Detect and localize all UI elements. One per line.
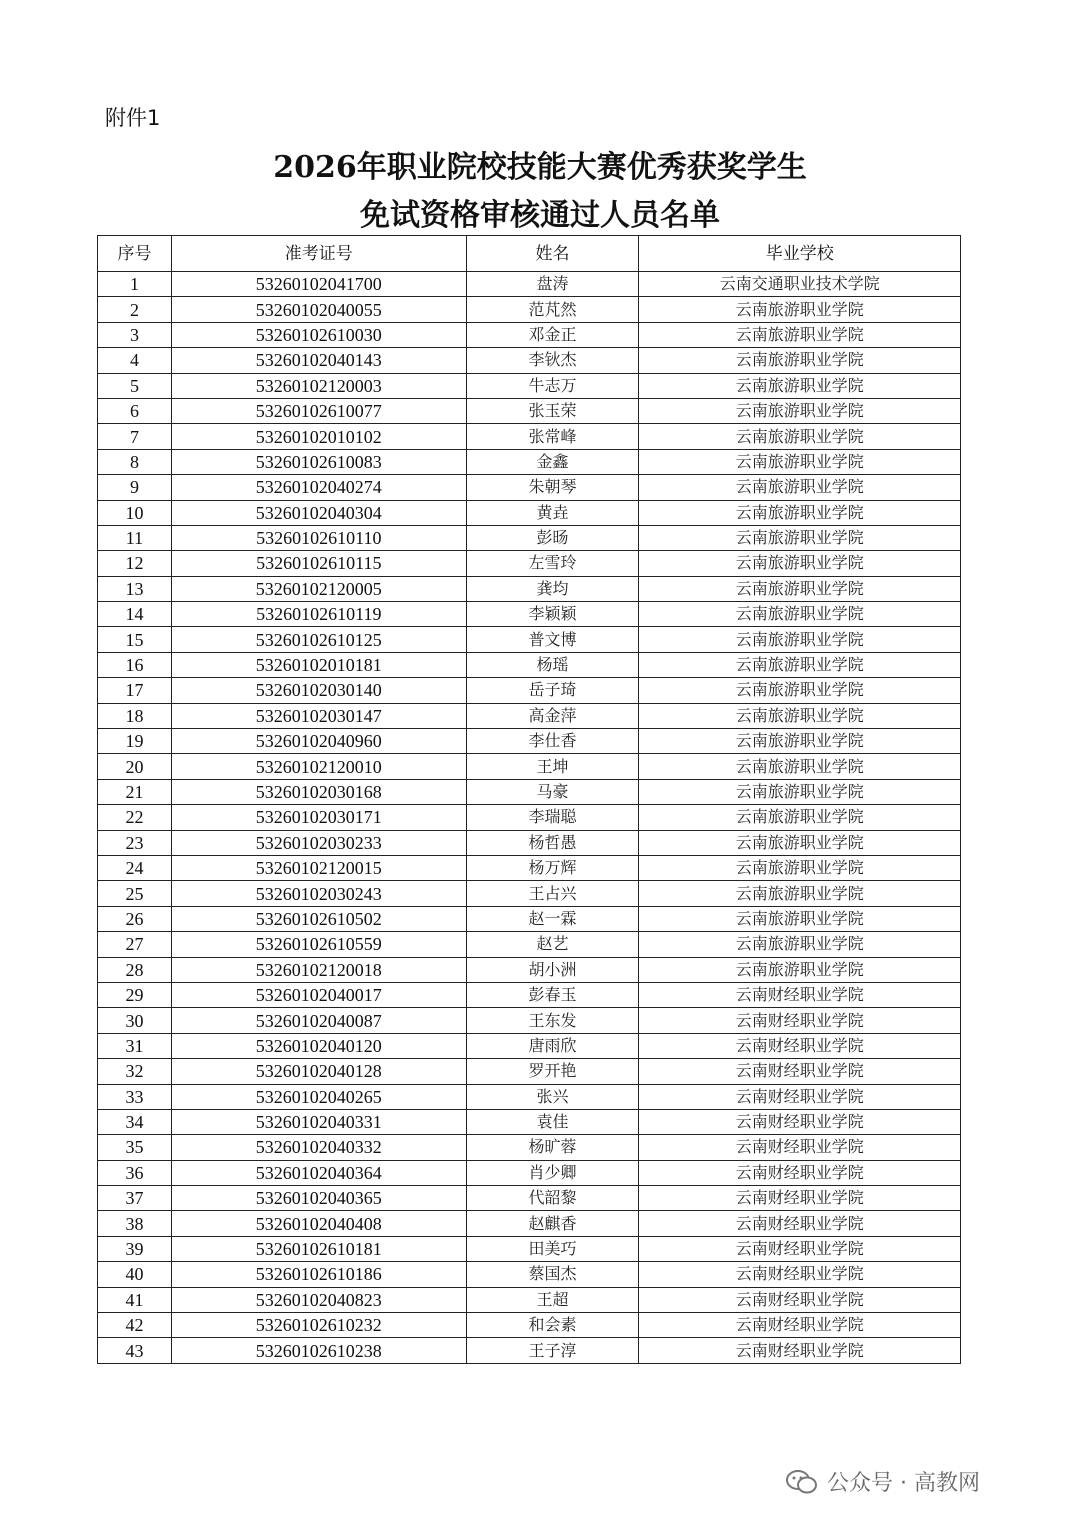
row-index: 27 bbox=[98, 932, 172, 957]
school: 云南旅游职业学院 bbox=[639, 703, 961, 728]
school: 云南旅游职业学院 bbox=[639, 932, 961, 957]
student-name: 彭春玉 bbox=[466, 982, 639, 1007]
exam-id: 53260102040304 bbox=[171, 500, 466, 525]
row-index: 3 bbox=[98, 322, 172, 347]
row-index: 43 bbox=[98, 1338, 172, 1363]
exam-id: 53260102040365 bbox=[171, 1186, 466, 1211]
exam-id: 53260102610232 bbox=[171, 1313, 466, 1338]
header-index: 序号 bbox=[98, 236, 172, 272]
exam-id: 53260102040332 bbox=[171, 1135, 466, 1160]
exam-id: 53260102120010 bbox=[171, 754, 466, 779]
student-name: 黄垚 bbox=[466, 500, 639, 525]
row-index: 30 bbox=[98, 1008, 172, 1033]
table-row bbox=[98, 1008, 961, 1033]
row-index: 5 bbox=[98, 373, 172, 398]
student-name: 高金萍 bbox=[466, 703, 639, 728]
exam-id: 53260102030147 bbox=[171, 703, 466, 728]
exam-id: 53260102040017 bbox=[171, 982, 466, 1007]
exam-id: 53260102610083 bbox=[171, 449, 466, 474]
exam-id: 53260102120015 bbox=[171, 855, 466, 880]
school: 云南旅游职业学院 bbox=[639, 576, 961, 601]
table-row bbox=[98, 881, 961, 906]
school: 云南旅游职业学院 bbox=[639, 297, 961, 322]
exam-id: 53260102030233 bbox=[171, 830, 466, 855]
table-row bbox=[98, 1287, 961, 1312]
school: 云南旅游职业学院 bbox=[639, 906, 961, 931]
exam-id: 53260102030243 bbox=[171, 881, 466, 906]
row-index: 35 bbox=[98, 1135, 172, 1160]
student-name: 盘涛 bbox=[466, 272, 639, 297]
table-row bbox=[98, 1186, 961, 1211]
exam-id: 53260102030168 bbox=[171, 779, 466, 804]
student-name: 马豪 bbox=[466, 779, 639, 804]
school: 云南财经职业学院 bbox=[639, 1186, 961, 1211]
school: 云南旅游职业学院 bbox=[639, 652, 961, 677]
table-row bbox=[98, 1135, 961, 1160]
student-name: 张常峰 bbox=[466, 424, 639, 449]
row-index: 22 bbox=[98, 805, 172, 830]
student-name: 肖少卿 bbox=[466, 1160, 639, 1185]
exam-id: 53260102040364 bbox=[171, 1160, 466, 1185]
exam-id: 53260102120018 bbox=[171, 957, 466, 982]
row-index: 32 bbox=[98, 1059, 172, 1084]
table-row bbox=[98, 855, 961, 880]
school: 云南旅游职业学院 bbox=[639, 322, 961, 347]
school: 云南财经职业学院 bbox=[639, 1135, 961, 1160]
student-name: 和会素 bbox=[466, 1313, 639, 1338]
table-row bbox=[98, 1160, 961, 1185]
row-index: 17 bbox=[98, 678, 172, 703]
school: 云南旅游职业学院 bbox=[639, 475, 961, 500]
school: 云南财经职业学院 bbox=[639, 1338, 961, 1363]
table-row bbox=[98, 500, 961, 525]
table-row bbox=[98, 475, 961, 500]
exam-id: 53260102610110 bbox=[171, 525, 466, 550]
row-index: 39 bbox=[98, 1236, 172, 1261]
school: 云南财经职业学院 bbox=[639, 982, 961, 1007]
school: 云南财经职业学院 bbox=[639, 1160, 961, 1185]
student-name: 龚均 bbox=[466, 576, 639, 601]
student-name: 赵一霖 bbox=[466, 906, 639, 931]
table-row bbox=[98, 1338, 961, 1363]
exam-id: 53260102040087 bbox=[171, 1008, 466, 1033]
exam-id: 53260102040120 bbox=[171, 1033, 466, 1058]
school: 云南财经职业学院 bbox=[639, 1287, 961, 1312]
school: 云南旅游职业学院 bbox=[639, 627, 961, 652]
row-index: 26 bbox=[98, 906, 172, 931]
table-row bbox=[98, 754, 961, 779]
student-name: 朱朝琴 bbox=[466, 475, 639, 500]
row-index: 9 bbox=[98, 475, 172, 500]
table-row bbox=[98, 1084, 961, 1109]
table-row bbox=[98, 805, 961, 830]
student-name: 张玉荣 bbox=[466, 398, 639, 423]
table-row bbox=[98, 779, 961, 804]
table-header-row bbox=[98, 236, 961, 272]
student-name: 杨万辉 bbox=[466, 855, 639, 880]
school: 云南旅游职业学院 bbox=[639, 424, 961, 449]
table-row bbox=[98, 957, 961, 982]
table-row bbox=[98, 424, 961, 449]
exam-id: 53260102041700 bbox=[171, 272, 466, 297]
exam-id: 53260102030140 bbox=[171, 678, 466, 703]
school: 云南旅游职业学院 bbox=[639, 525, 961, 550]
exam-id: 53260102040274 bbox=[171, 475, 466, 500]
row-index: 14 bbox=[98, 602, 172, 627]
table-row bbox=[98, 398, 961, 423]
exam-id: 53260102010181 bbox=[171, 652, 466, 677]
student-name: 普文博 bbox=[466, 627, 639, 652]
row-index: 41 bbox=[98, 1287, 172, 1312]
school: 云南旅游职业学院 bbox=[639, 678, 961, 703]
student-name: 袁佳 bbox=[466, 1109, 639, 1134]
table-row bbox=[98, 652, 961, 677]
exam-id: 53260102040143 bbox=[171, 348, 466, 373]
row-index: 42 bbox=[98, 1313, 172, 1338]
table-row bbox=[98, 1236, 961, 1261]
exam-id: 53260102610125 bbox=[171, 627, 466, 652]
exam-id: 53260102040331 bbox=[171, 1109, 466, 1134]
row-index: 20 bbox=[98, 754, 172, 779]
row-index: 33 bbox=[98, 1084, 172, 1109]
row-index: 4 bbox=[98, 348, 172, 373]
table-row bbox=[98, 1313, 961, 1338]
row-index: 12 bbox=[98, 551, 172, 576]
exam-id: 53260102120003 bbox=[171, 373, 466, 398]
row-index: 6 bbox=[98, 398, 172, 423]
school: 云南旅游职业学院 bbox=[639, 602, 961, 627]
school: 云南旅游职业学院 bbox=[639, 449, 961, 474]
exam-id: 53260102120005 bbox=[171, 576, 466, 601]
row-index: 19 bbox=[98, 729, 172, 754]
row-index: 16 bbox=[98, 652, 172, 677]
student-name: 李颖颖 bbox=[466, 602, 639, 627]
exam-id: 53260102610119 bbox=[171, 602, 466, 627]
student-name: 杨瑶 bbox=[466, 652, 639, 677]
school: 云南旅游职业学院 bbox=[639, 500, 961, 525]
student-name: 蔡国杰 bbox=[466, 1262, 639, 1287]
school: 云南旅游职业学院 bbox=[639, 855, 961, 880]
row-index: 2 bbox=[98, 297, 172, 322]
table-row bbox=[98, 982, 961, 1007]
table-row bbox=[98, 906, 961, 931]
table-row bbox=[98, 449, 961, 474]
school: 云南财经职业学院 bbox=[639, 1084, 961, 1109]
student-name: 田美巧 bbox=[466, 1236, 639, 1261]
row-index: 34 bbox=[98, 1109, 172, 1134]
table-row bbox=[98, 932, 961, 957]
school: 云南旅游职业学院 bbox=[639, 830, 961, 855]
row-index: 21 bbox=[98, 779, 172, 804]
student-name: 王坤 bbox=[466, 754, 639, 779]
student-name: 代韶黎 bbox=[466, 1186, 639, 1211]
student-name: 彭旸 bbox=[466, 525, 639, 550]
row-index: 28 bbox=[98, 957, 172, 982]
school: 云南财经职业学院 bbox=[639, 1059, 961, 1084]
exam-id: 53260102040055 bbox=[171, 297, 466, 322]
table-row bbox=[98, 551, 961, 576]
exam-id: 53260102610030 bbox=[171, 322, 466, 347]
row-index: 29 bbox=[98, 982, 172, 1007]
student-name: 范芃然 bbox=[466, 297, 639, 322]
table-row bbox=[98, 525, 961, 550]
table-row bbox=[98, 576, 961, 601]
exam-id: 53260102040128 bbox=[171, 1059, 466, 1084]
student-name: 左雪玲 bbox=[466, 551, 639, 576]
school: 云南旅游职业学院 bbox=[639, 881, 961, 906]
exam-id: 53260102610238 bbox=[171, 1338, 466, 1363]
student-name: 赵艺 bbox=[466, 932, 639, 957]
student-name: 邓金正 bbox=[466, 322, 639, 347]
student-name: 王超 bbox=[466, 1287, 639, 1312]
school: 云南旅游职业学院 bbox=[639, 779, 961, 804]
school: 云南财经职业学院 bbox=[639, 1109, 961, 1134]
row-index: 38 bbox=[98, 1211, 172, 1236]
school: 云南财经职业学院 bbox=[639, 1236, 961, 1261]
student-name: 王子淳 bbox=[466, 1338, 639, 1363]
document-title-line1: 2026年职业院校技能大赛优秀获奖学生 bbox=[273, 150, 807, 185]
row-index: 10 bbox=[98, 500, 172, 525]
row-index: 13 bbox=[98, 576, 172, 601]
header-school: 毕业学校 bbox=[639, 236, 961, 272]
school: 云南交通职业技术学院 bbox=[639, 272, 961, 297]
exam-id: 53260102040823 bbox=[171, 1287, 466, 1312]
row-index: 23 bbox=[98, 830, 172, 855]
approved-students-table bbox=[97, 235, 961, 1364]
school: 云南财经职业学院 bbox=[639, 1033, 961, 1058]
attachment-label: 附件1 bbox=[105, 106, 161, 130]
row-index: 11 bbox=[98, 525, 172, 550]
table-row bbox=[98, 322, 961, 347]
school: 云南财经职业学院 bbox=[639, 1211, 961, 1236]
table-row bbox=[98, 1033, 961, 1058]
exam-id: 53260102610559 bbox=[171, 932, 466, 957]
student-name: 李钬杰 bbox=[466, 348, 639, 373]
table-row bbox=[98, 1059, 961, 1084]
school: 云南旅游职业学院 bbox=[639, 373, 961, 398]
table-row bbox=[98, 1109, 961, 1134]
student-name: 牛志万 bbox=[466, 373, 639, 398]
student-name: 金鑫 bbox=[466, 449, 639, 474]
watermark bbox=[785, 1466, 980, 1497]
table-row bbox=[98, 703, 961, 728]
table-row bbox=[98, 373, 961, 398]
student-name: 罗开艳 bbox=[466, 1059, 639, 1084]
student-name: 杨哲愚 bbox=[466, 830, 639, 855]
row-index: 37 bbox=[98, 1186, 172, 1211]
document-title-line2: 免试资格审核通过人员名单 bbox=[360, 198, 720, 233]
student-name: 王占兴 bbox=[466, 881, 639, 906]
school: 云南财经职业学院 bbox=[639, 1313, 961, 1338]
exam-id: 53260102040408 bbox=[171, 1211, 466, 1236]
table-row bbox=[98, 1211, 961, 1236]
school: 云南财经职业学院 bbox=[639, 1262, 961, 1287]
exam-id: 53260102010102 bbox=[171, 424, 466, 449]
exam-id: 53260102610077 bbox=[171, 398, 466, 423]
student-name: 唐雨欣 bbox=[466, 1033, 639, 1058]
school: 云南旅游职业学院 bbox=[639, 754, 961, 779]
exam-id: 53260102040265 bbox=[171, 1084, 466, 1109]
table-row bbox=[98, 348, 961, 373]
header-exam-id: 准考证号 bbox=[171, 236, 466, 272]
exam-id: 53260102610181 bbox=[171, 1236, 466, 1261]
row-index: 7 bbox=[98, 424, 172, 449]
student-name: 杨旷蓉 bbox=[466, 1135, 639, 1160]
school: 云南旅游职业学院 bbox=[639, 957, 961, 982]
table-row bbox=[98, 627, 961, 652]
row-index: 36 bbox=[98, 1160, 172, 1185]
school: 云南旅游职业学院 bbox=[639, 729, 961, 754]
table-body bbox=[98, 272, 961, 1364]
table-row bbox=[98, 729, 961, 754]
school: 云南旅游职业学院 bbox=[639, 398, 961, 423]
table-row bbox=[98, 678, 961, 703]
school: 云南旅游职业学院 bbox=[639, 348, 961, 373]
table-row bbox=[98, 830, 961, 855]
student-name: 赵麒香 bbox=[466, 1211, 639, 1236]
row-index: 40 bbox=[98, 1262, 172, 1287]
exam-id: 53260102030171 bbox=[171, 805, 466, 830]
exam-id: 53260102040960 bbox=[171, 729, 466, 754]
row-index: 1 bbox=[98, 272, 172, 297]
row-index: 25 bbox=[98, 881, 172, 906]
school: 云南旅游职业学院 bbox=[639, 551, 961, 576]
student-name: 岳子琦 bbox=[466, 678, 639, 703]
table-row bbox=[98, 602, 961, 627]
row-index: 8 bbox=[98, 449, 172, 474]
exam-id: 53260102610115 bbox=[171, 551, 466, 576]
student-name: 张兴 bbox=[466, 1084, 639, 1109]
exam-id: 53260102610502 bbox=[171, 906, 466, 931]
row-index: 15 bbox=[98, 627, 172, 652]
table-row bbox=[98, 1262, 961, 1287]
table-row bbox=[98, 272, 961, 297]
wechat-icon bbox=[785, 1468, 819, 1496]
student-name: 王东发 bbox=[466, 1008, 639, 1033]
watermark-text: 公众号 · 高教网 bbox=[827, 1471, 980, 1496]
student-name: 李瑞聪 bbox=[466, 805, 639, 830]
exam-id: 53260102610186 bbox=[171, 1262, 466, 1287]
row-index: 18 bbox=[98, 703, 172, 728]
header-name: 姓名 bbox=[466, 236, 639, 272]
school: 云南旅游职业学院 bbox=[639, 805, 961, 830]
school: 云南财经职业学院 bbox=[639, 1008, 961, 1033]
table-row bbox=[98, 297, 961, 322]
row-index: 24 bbox=[98, 855, 172, 880]
row-index: 31 bbox=[98, 1033, 172, 1058]
student-name: 胡小洲 bbox=[466, 957, 639, 982]
student-name: 李仕香 bbox=[466, 729, 639, 754]
